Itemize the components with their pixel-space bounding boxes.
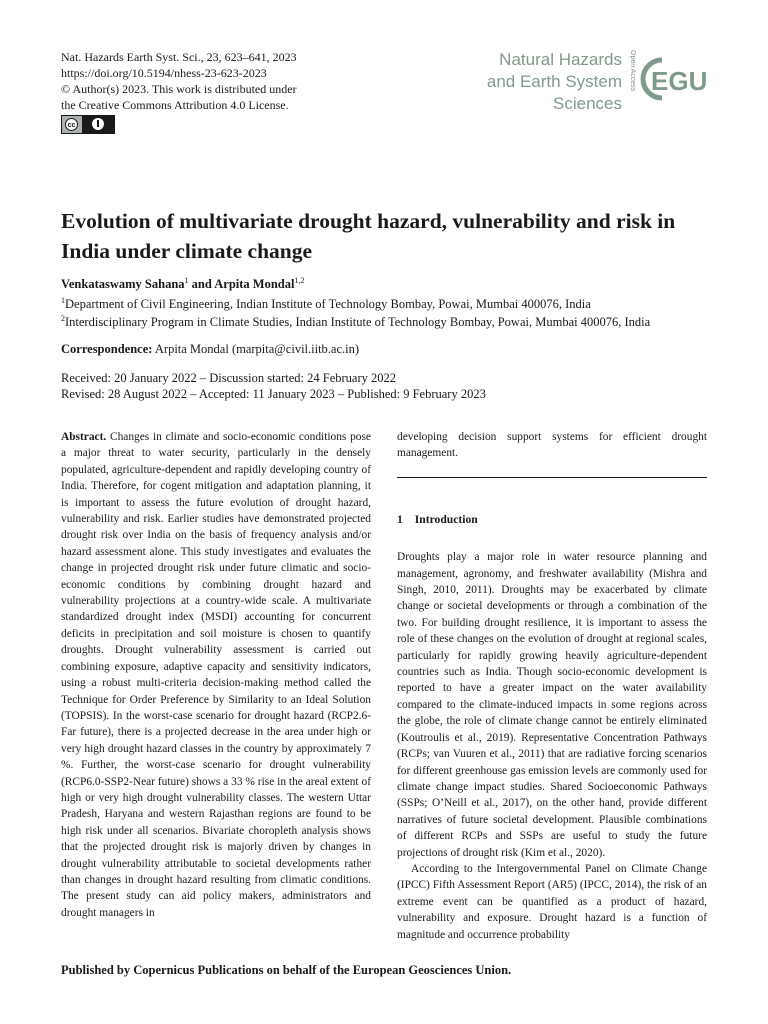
cc-by-license-icon[interactable]: [61, 115, 115, 134]
correspondence-label: Correspondence:: [61, 342, 153, 356]
dates-line-2: Revised: 28 August 2022 – Accepted: 11 January 2023 – Published: 9 February 2023: [61, 387, 486, 401]
author-name[interactable]: Venkataswamy Sahana: [61, 277, 185, 292]
section-divider: [397, 477, 707, 478]
brand-line-2: and Earth System: [486, 72, 622, 91]
section-heading: [397, 512, 707, 528]
article-title: Evolution of multivariate drought hazard, vulnerability and risk in India under climate change: [61, 209, 676, 263]
journal-info: [61, 49, 381, 134]
license-notice: the Creative Commons Attribution 4.0 License.: [61, 98, 289, 112]
article-dates: [61, 370, 486, 402]
brand-line-3: Sciences: [553, 94, 622, 113]
correspondence: [61, 342, 359, 357]
journal-brand: [487, 49, 622, 115]
cc-icon: cc: [65, 118, 78, 131]
section-number: 1: [397, 512, 403, 526]
doi-link[interactable]: https://doi.org/10.5194/nhess-23-623-2023: [61, 66, 267, 80]
abstract-label: Abstract.: [61, 431, 107, 443]
egu-logo-icon: [636, 52, 712, 106]
author-name[interactable]: Arpita Mondal: [214, 277, 295, 292]
by-person-icon: [92, 118, 104, 130]
publisher-footer: Published by Copernicus Publications on behalf of the European Geosciences Union.: [61, 963, 512, 977]
journal-citation: Nat. Hazards Earth Syst. Sci., 23, 623–641, 2023: [61, 50, 297, 64]
brand-line-1: Natural Hazards: [499, 50, 622, 69]
intro-paragraph-1: Droughts play a major role in water resource planning and management, agronomy, and freshwater availability (Mishra and Singh, 2010, 2011). Droughts may be exacerbated by climate change or societal developments or through a combination of the two. For building drought resilience, it is important to assess the role of these changes on the evolution of drought at regional scales, particularly for rapidly growing heavily agriculture-dependent countries such as India. Though socio-economic development is reported to have a greater impact on the water availability compared to the climate-induced impacts in some regions across the globe, the role of climate change cannot be entirely eliminated (Koutroulis et al., 2019). Representative Concentration Pathways (RCPs; van Vuuren et al., 2011) that are radiative forcing scenarios for different greenhouse gas emission levels are commonly used for climate change impact studies. Shared Socioeconomic Pathways (SSPs; O’Neill et al., 2017), on the other hand, provide different narratives of future societal development. Plausible combinations of different RCPs and SSPs are useful to study the future projections of drought risk (Kim et al., 2020).: [397, 551, 707, 859]
author-affil: 1,2: [294, 276, 305, 285]
open-access-label: Open Access: [629, 50, 636, 92]
abstract: [61, 429, 371, 921]
abstract-continuation: developing decision support systems for efficient drought management.: [397, 431, 707, 460]
copyright-notice: © Author(s) 2023. This work is distributed under: [61, 82, 297, 96]
author-joiner: and: [191, 277, 212, 292]
left-column: [61, 429, 371, 921]
abstract-text: Changes in climate and socio-economic conditions pose a major threat to water security, particularly in the densely populated, agriculture-dependent and rapidly developing country of India. Therefore, for cogent mitigation and adaptation planning, it is important to assess the future evolution of drought hazard, vulnerability and risk. Earlier studies have demonstrated projected drought risk over India on the basis of frequency analysis and/or hazard assessment alone. This study investigates and evaluates the change in projected drought risk under future climatic and socio-economic conditions by combining drought hazard and vulnerability projections at a country-wide scale. A multivariate standardized drought index (MSDI) accounting for concurrent deficits in precipitation and soil moisture is chosen to quantify droughts. Drought vulnerability assessment is carried out combining exposure, adaptive capacity and sensitivity indicators, using a robust multi-criteria decision-making method called the Technique for Order Preference by Similarity to an Ideal Solution (TOPSIS). In the worst-case scenario for drought hazard (RCP2.6-Far future), there is a projected decrease in the area under high or very high drought hazard classes in the country by approximately 7 %. Further, the worst-case scenario for drought vulnerability (RCP6.0-SSP2-Near future) shows a 33 % rise in the areal extent of high or very high drought vulnerability classes. The western Uttar Pradesh, Haryana and western Rajasthan regions are found to be high risk under all scenarios. Bivariate choropleth analysis shows that the projected drought risk is majorly driven by changes in drought vulnerability attributable to societal developments rather than changes in drought hazard resulting from climatic conditions. The present study can aid policy makers, administrators and drought managers in: [61, 431, 371, 919]
author-list: [61, 276, 304, 292]
affiliation-2: $^2$Interdisciplinary Program in Climate Studies, Indian Institute of Technology Bombay, Powai, Mumbai 400076, India: [61, 314, 651, 330]
correspondence-text[interactable]: Arpita Mondal (marpita@civil.iitb.ac.in): [154, 342, 360, 356]
affiliation-1: $^1$Department of Civil Engineering, Indian Institute of Technology Bombay, Powai, Mumbai 400076, India: [61, 296, 591, 312]
section-title: Introduction: [414, 512, 478, 526]
egu-logo-text: EGU: [651, 66, 708, 96]
right-column: [397, 429, 707, 943]
intro-paragraph-2: According to the Intergovernmental Panel on Climate Change (IPCC) Fifth Assessment Report (AR5) (IPCC, 2014), the risk of an extreme event can be quantified as a product of hazard, vulnerability and exposure. Drought hazard is a function of magnitude and occurrence probability: [397, 862, 707, 941]
dates-line-1: Received: 20 January 2022 – Discussion started: 24 February 2022: [61, 371, 397, 385]
author-affil: 1: [184, 276, 189, 285]
